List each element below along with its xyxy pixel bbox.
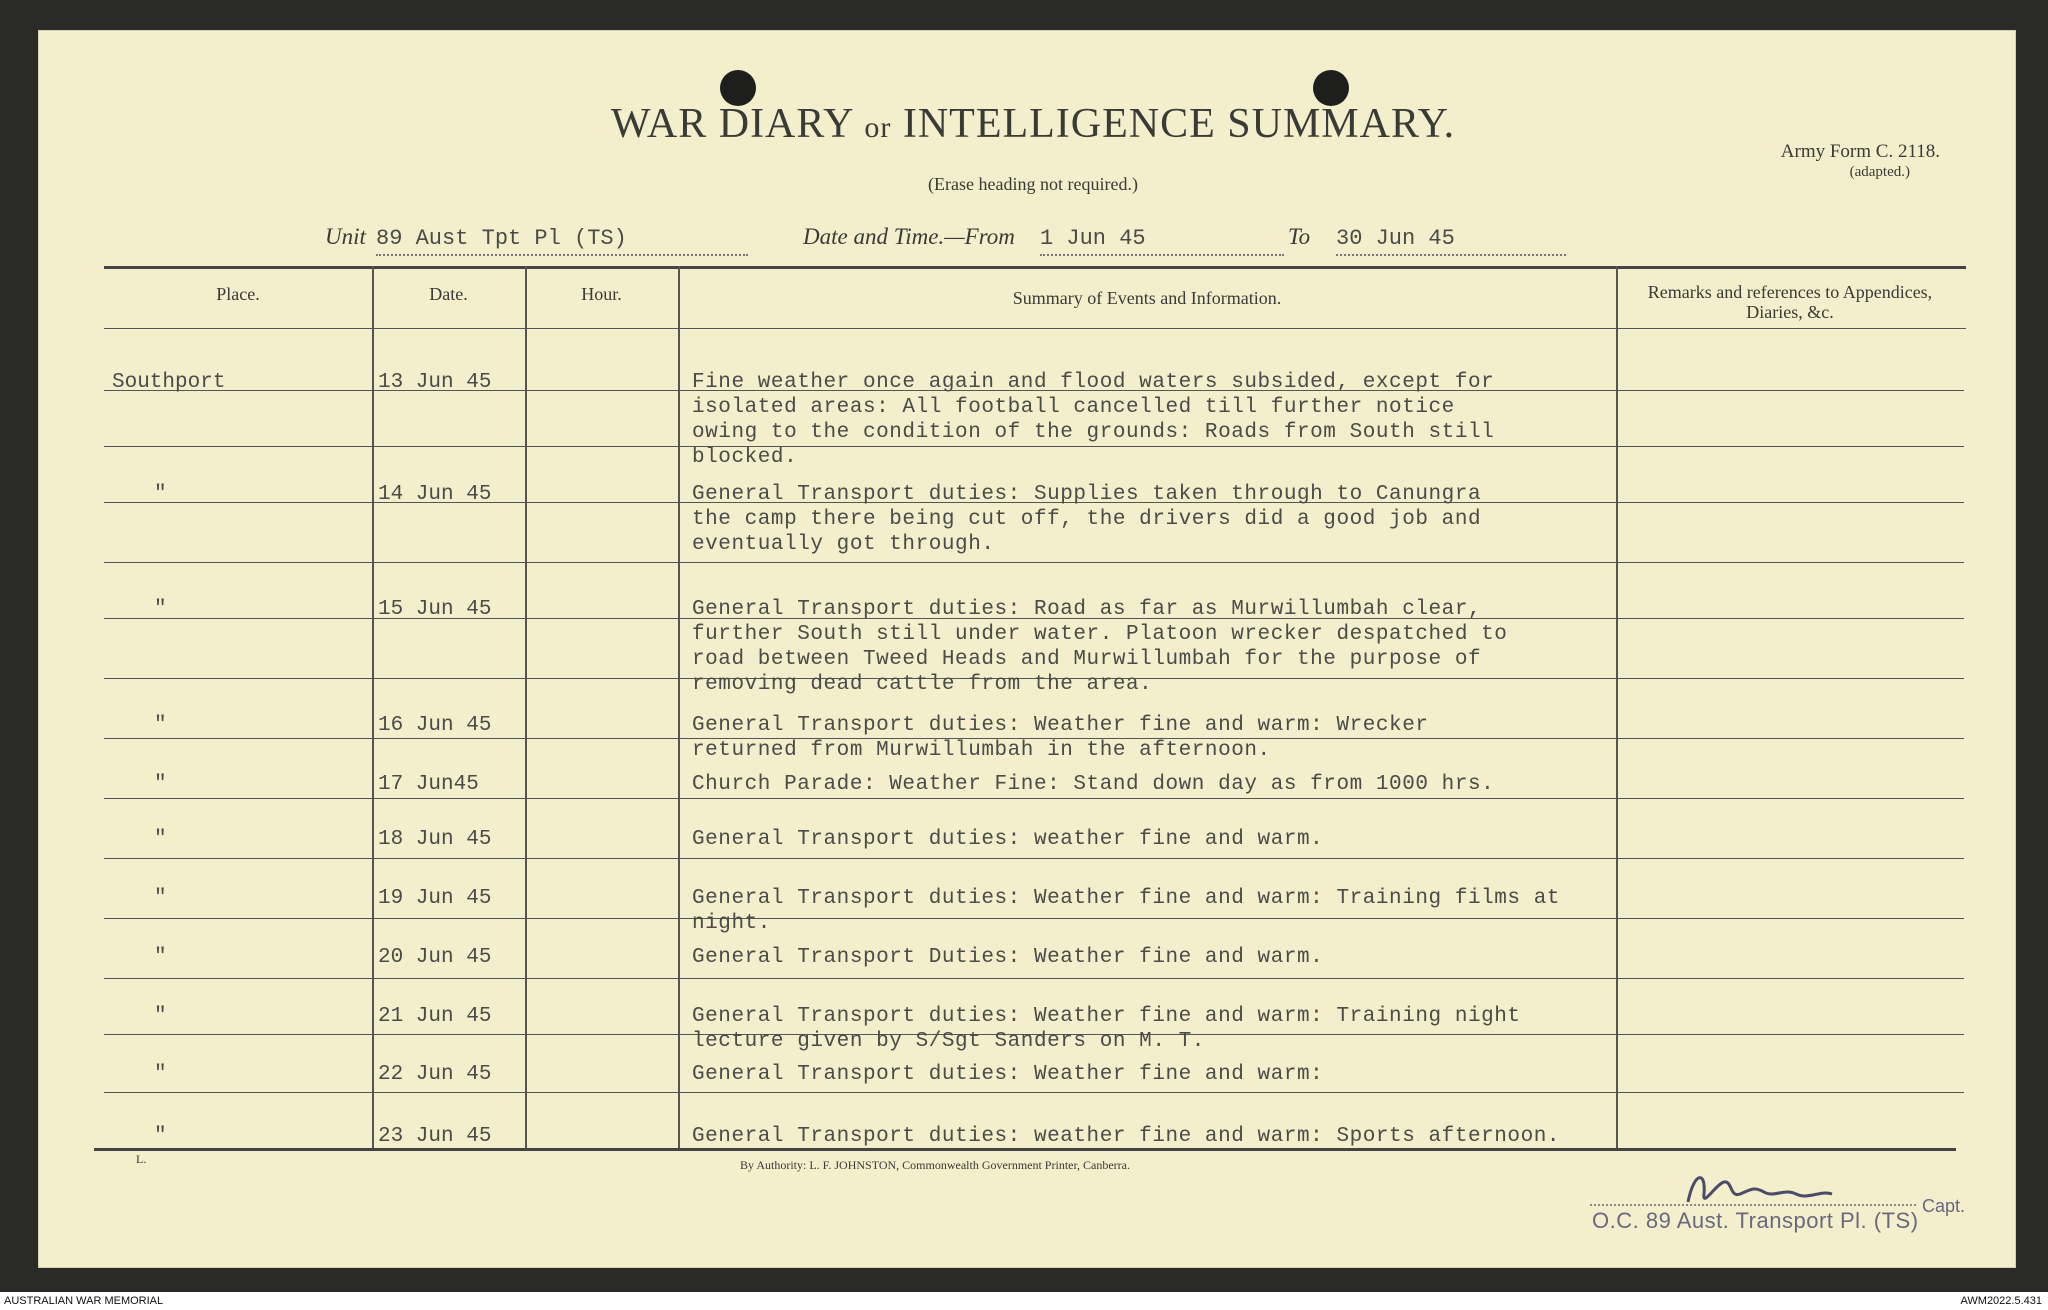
entry-place: " bbox=[154, 946, 167, 969]
commanding-officer-signature bbox=[1680, 1164, 1840, 1214]
printer-credit: By Authority: L. F. JOHNSTON, Commonwealth Government Printer, Canberra. bbox=[740, 1158, 1130, 1172]
entry-place: " bbox=[154, 483, 167, 506]
entry-summary-line: General Transport duties: Weather fine and warm: Training night bbox=[692, 1005, 1521, 1028]
page-title bbox=[572, 100, 1494, 148]
entry-date: 15 Jun 45 bbox=[378, 598, 492, 621]
entry-summary-line: General Transport duties: weather fine and warm: Sports afternoon. bbox=[692, 1125, 1561, 1148]
from-value: 1 Jun 45 bbox=[1040, 226, 1284, 256]
entry-date: 13 Jun 45 bbox=[378, 371, 492, 394]
oc-stamp: O.C. 89 Aust. Transport Pl. (TS) bbox=[1592, 1208, 1919, 1233]
column-header-remarks: Remarks and references to Appendices, Diaries, &c. bbox=[1647, 282, 1933, 322]
entry-summary-line: Fine weather once again and flood waters subsided, except for bbox=[692, 371, 1495, 394]
archive-bar bbox=[0, 1292, 2048, 1310]
entry-date: 20 Jun 45 bbox=[378, 946, 492, 969]
title-right: INTELLIGENCE SUMMARY. bbox=[902, 101, 1456, 147]
subtitle: (Erase heading not required.) bbox=[928, 174, 1138, 194]
to-label: To bbox=[1288, 224, 1311, 249]
row-rule bbox=[104, 1092, 1964, 1093]
entry-date: 18 Jun 45 bbox=[378, 828, 492, 851]
entry-summary-line: General Transport duties: Weather fine and warm: Training films at bbox=[692, 887, 1561, 910]
row-rule bbox=[104, 446, 1964, 447]
unit-label: Unit bbox=[325, 224, 366, 249]
entry-date: 17 Jun45 bbox=[378, 773, 479, 796]
entry-summary-line: owing to the condition of the grounds: Roads from South still bbox=[692, 421, 1495, 444]
entry-place: " bbox=[154, 1063, 167, 1086]
entry-summary-line: removing dead cattle from the area. bbox=[692, 673, 1153, 696]
archive-reference: AWM2022.5.431 bbox=[1960, 1295, 2042, 1307]
row-rule bbox=[104, 918, 1964, 919]
entry-summary-line: blocked. bbox=[692, 446, 798, 469]
entry-place: " bbox=[154, 1125, 167, 1148]
entry-summary-line: isolated areas: All football cancelled till further notice bbox=[692, 396, 1455, 419]
entry-date: 21 Jun 45 bbox=[378, 1005, 492, 1028]
signature-line bbox=[1590, 1204, 1916, 1206]
entry-summary-line: General Transport duties: Weather fine and warm: bbox=[692, 1063, 1324, 1086]
table-top-rule bbox=[104, 266, 1966, 269]
entry-date: 22 Jun 45 bbox=[378, 1063, 492, 1086]
unit-value: 89 Aust Tpt Pl (TS) bbox=[376, 226, 748, 256]
entry-place: " bbox=[154, 828, 167, 851]
entry-place: " bbox=[154, 714, 167, 737]
entry-summary-line: lecture given by S/Sgt Sanders on M. T. bbox=[692, 1030, 1205, 1053]
army-form-label bbox=[1720, 142, 1940, 182]
entry-summary-line: further South still under water. Platoon wrecker despatched to bbox=[692, 623, 1508, 646]
entry-summary-line: the camp there being cut off, the drivers did a good job and bbox=[692, 508, 1482, 531]
entry-place: " bbox=[154, 887, 167, 910]
column-header-place: Place. bbox=[216, 284, 260, 304]
entry-place: Southport bbox=[112, 371, 226, 394]
entry-summary-line: night. bbox=[692, 912, 771, 935]
row-rule bbox=[104, 562, 1964, 563]
entry-summary-line: General Transport duties: Supplies taken through to Canungra bbox=[692, 483, 1482, 506]
to-value: 30 Jun 45 bbox=[1336, 226, 1566, 256]
column-header-summary: Summary of Events and Information. bbox=[1012, 288, 1282, 308]
army-form-note: (adapted.) bbox=[1849, 164, 1910, 180]
rank-label: Capt. bbox=[1922, 1196, 1966, 1216]
entry-date: 14 Jun 45 bbox=[378, 483, 492, 506]
entry-summary-line: Church Parade: Weather Fine: Stand down day as from 1000 hrs. bbox=[692, 773, 1495, 796]
column-divider-summary-remarks bbox=[1616, 266, 1618, 1148]
army-form-number: Army Form C. 2118. bbox=[1780, 141, 1940, 162]
entry-date: 16 Jun 45 bbox=[378, 714, 492, 737]
column-divider-hour-summary bbox=[678, 266, 680, 1148]
entry-date: 19 Jun 45 bbox=[378, 887, 492, 910]
column-divider-date-hour bbox=[525, 266, 527, 1148]
date-time-label: Date and Time.—From bbox=[803, 224, 1015, 249]
entry-date: 23 Jun 45 bbox=[378, 1125, 492, 1148]
archive-name: AUSTRALIAN WAR MEMORIAL bbox=[4, 1295, 164, 1307]
entry-place: " bbox=[154, 1005, 167, 1028]
title-left: WAR DIARY bbox=[610, 101, 853, 147]
row-rule bbox=[104, 978, 1964, 979]
entry-summary-line: General Transport duties: Road as far as Murwillumbah clear, bbox=[692, 598, 1482, 621]
row-rule bbox=[104, 858, 1964, 859]
entry-summary-line: General Transport duties: Weather fine and warm: Wrecker bbox=[692, 714, 1429, 737]
column-divider-place-date bbox=[372, 266, 374, 1148]
column-header-date: Date. bbox=[429, 284, 468, 304]
entry-summary-line: eventually got through. bbox=[692, 533, 995, 556]
corner-letter: L. bbox=[136, 1152, 147, 1166]
row-rule bbox=[104, 798, 1964, 799]
entry-summary-line: road between Tweed Heads and Murwillumbah for the purpose of bbox=[692, 648, 1482, 671]
entry-summary-line: General Transport Duties: Weather fine and warm. bbox=[692, 946, 1324, 969]
header-rule bbox=[104, 328, 1966, 329]
entry-summary-line: General Transport duties: weather fine and warm. bbox=[692, 828, 1324, 851]
entry-place: " bbox=[154, 598, 167, 621]
entry-place: " bbox=[154, 773, 167, 796]
entry-summary-line: returned from Murwillumbah in the afternoon. bbox=[692, 739, 1271, 762]
title-or: or bbox=[864, 111, 892, 144]
column-header-hour: Hour. bbox=[581, 284, 622, 304]
